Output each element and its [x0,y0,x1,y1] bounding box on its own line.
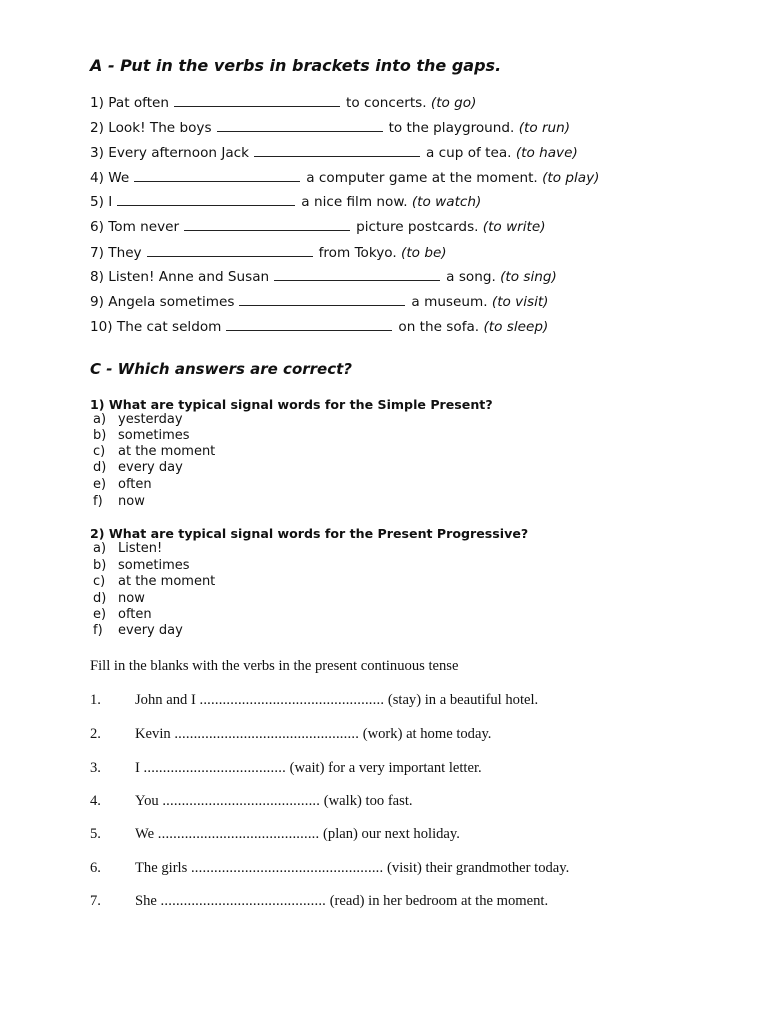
option-text: every day [118,623,183,638]
item-continuation: a song. [446,269,496,285]
item-prompt: 1) Pat often [90,95,170,111]
item-number: 6. [90,860,101,876]
answer-option[interactable] [93,558,190,574]
item-prompt: 7) They [90,245,142,261]
answer-blank[interactable] [134,169,300,182]
exercise-a-item [90,268,557,286]
option-letter: e) [93,477,107,492]
option-text: now [118,494,145,509]
item-continuation: (walk) too fast. [323,793,413,809]
item-number: 3. [90,760,101,776]
answer-blank[interactable] [217,119,383,132]
item-number: 7. [90,893,101,909]
section-c-title: C - Which answers are correct? [90,360,352,378]
answer-option[interactable] [93,591,145,607]
item-continuation: a cup of tea. [426,145,512,161]
answer-option[interactable] [93,623,183,639]
verb-hint: (to sing) [500,269,557,285]
item-continuation: (work) at home today. [362,726,492,742]
option-text: Listen! [118,541,163,556]
item-continuation: on the sofa. [398,319,480,335]
exercise-b-item [90,792,413,810]
item-prompt: 9) Angela sometimes [90,294,235,310]
item-continuation: (plan) our next holiday. [323,826,460,842]
option-letter: c) [93,444,106,459]
item-continuation: (stay) in a beautiful hotel. [387,692,539,708]
exercise-b-item [90,859,569,877]
option-letter: d) [93,591,107,606]
answer-blank[interactable] [254,144,420,157]
exercise-a-item [90,244,447,262]
verb-hint: (to sleep) [483,319,549,335]
answer-option[interactable] [93,541,162,557]
exercise-b-item [90,691,538,709]
option-text: sometimes [118,558,190,573]
item-prompt: Kevin [135,726,171,742]
verb-hint: (to be) [401,245,447,261]
section-a-title: A - Put in the verbs in brackets into the gaps. [90,56,502,75]
exercise-b-item [90,825,460,843]
item-continuation: a museum. [411,294,488,310]
item-continuation: from Tokyo. [318,245,397,261]
answer-blank[interactable] [274,268,440,281]
item-number: 2. [90,726,101,742]
exercise-b-item [90,892,548,910]
answer-option[interactable] [93,574,215,590]
fill-in-instructions: Fill in the blanks with the verbs in the present continuous tense [90,658,459,674]
exercise-a-item [90,169,599,187]
item-prompt: The girls [135,860,188,876]
option-text: often [118,477,152,492]
exercise-b-item [90,759,482,777]
answer-option[interactable] [93,460,183,476]
answer-blank[interactable] [117,193,295,206]
verb-hint: (to play) [542,170,600,186]
item-prompt: I [135,760,140,776]
verb-hint: (to watch) [411,194,482,210]
answer-option[interactable] [93,477,152,493]
answer-option[interactable] [93,444,215,460]
item-prompt: 6) Tom never [90,219,180,235]
question-title: 2) What are typical signal words for the Present Progressive? [90,526,529,541]
option-letter: d) [93,460,107,475]
answer-blank[interactable]: ................................................ [199,692,385,708]
item-prompt: 5) I [90,194,113,210]
option-letter: f) [93,623,103,638]
answer-blank[interactable]: .......................................... [157,826,320,842]
item-prompt: You [135,793,159,809]
item-prompt: 8) Listen! Anne and Susan [90,269,270,285]
verb-hint: (to write) [482,219,546,235]
option-letter: e) [93,607,107,622]
answer-blank[interactable]: ........................................... [160,893,327,909]
answer-option[interactable] [93,607,152,623]
item-number: 4. [90,793,101,809]
option-text: often [118,607,152,622]
option-text: every day [118,460,183,475]
exercise-b-item [90,725,491,743]
exercise-a-item [90,94,476,112]
item-continuation: to the playground. [388,120,515,136]
option-text: at the moment [118,574,216,589]
question-title: 1) What are typical signal words for the Simple Present? [90,397,493,412]
item-number: 1. [90,692,101,708]
item-prompt: She [135,893,157,909]
verb-hint: (to go) [430,95,477,111]
exercise-a-item [90,144,578,162]
verb-hint: (to visit) [491,294,549,310]
option-text: at the moment [118,444,216,459]
item-continuation: a computer game at the moment. [306,170,538,186]
exercise-a-item [90,218,546,236]
answer-option[interactable] [93,412,183,428]
item-continuation: (wait) for a very important letter. [289,760,482,776]
option-letter: b) [93,558,107,573]
answer-blank[interactable]: ......................................... [162,793,321,809]
item-prompt: We [135,826,155,842]
answer-option[interactable] [93,494,145,510]
answer-blank[interactable] [226,318,392,331]
answer-blank[interactable]: ..................................... [143,760,286,776]
item-prompt: 3) Every afternoon Jack [90,145,250,161]
item-continuation: (visit) their grandmother today. [387,860,570,876]
item-prompt: 4) We [90,170,130,186]
answer-blank[interactable] [184,218,350,231]
item-number: 5. [90,826,101,842]
answer-option[interactable] [93,428,190,444]
answer-blank[interactable] [174,94,340,107]
option-letter: a) [93,541,107,556]
item-continuation: to concerts. [346,95,427,111]
answer-blank[interactable] [239,293,405,306]
item-continuation: picture postcards. [356,219,479,235]
option-text: sometimes [118,428,190,443]
verb-hint: (to run) [518,120,571,136]
exercise-a-item [90,318,548,336]
option-letter: c) [93,574,106,589]
option-text: yesterday [118,412,183,427]
answer-blank[interactable]: ................................................ [174,726,360,742]
exercise-a-item [90,193,481,211]
answer-blank[interactable]: .................................................. [190,860,384,876]
option-text: now [118,591,145,606]
exercise-a-item [90,293,548,311]
option-letter: f) [93,494,103,509]
item-prompt: 2) Look! The boys [90,120,212,136]
item-continuation: (read) in her bedroom at the moment. [329,893,549,909]
verb-hint: (to have) [515,145,578,161]
answer-blank[interactable] [147,244,313,257]
item-prompt: John and I [135,692,196,708]
item-prompt: 10) The cat seldom [90,319,222,335]
option-letter: a) [93,412,107,427]
option-letter: b) [93,428,107,443]
exercise-a-item [90,119,570,137]
item-continuation: a nice film now. [301,194,408,210]
